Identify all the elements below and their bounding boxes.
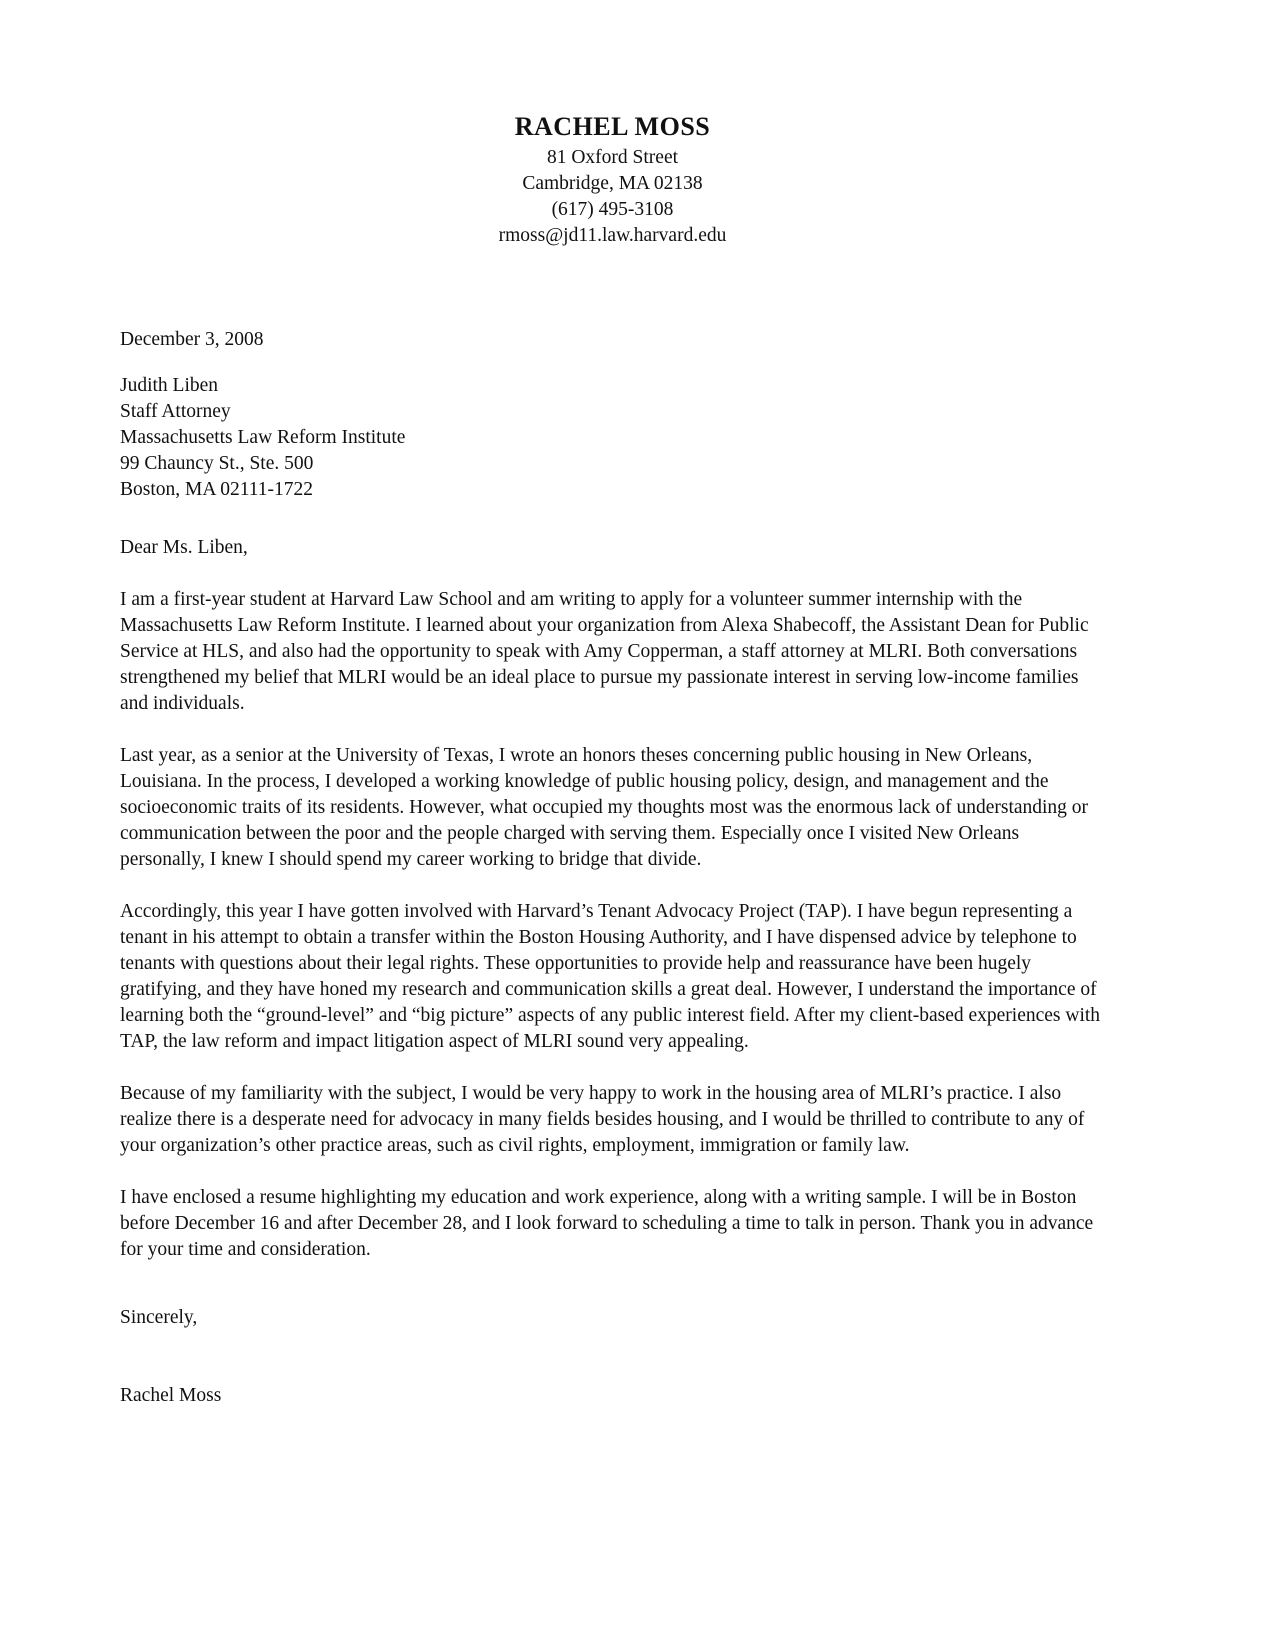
sender-email: rmoss@jd11.law.harvard.edu: [498, 225, 727, 246]
recipient-address-line-2: Boston, MA 02111-1722: [120, 479, 314, 500]
body-paragraph-1: I am a first-year student at Harvard Law School and am writing to apply for a volunteer summer internship with the Massachusetts Law Reform Institute. I learned about your organization from Alexa Shabecoff, the Assistant Dean for Public Service at HLS, and also had the opportunity to speak with Amy Copperman, a staff attorney at MLRI. Both conversations strengthened my belief that MLRI would be an ideal place to pursue my passionate interest in serving low-income families and individuals.: [120, 589, 1089, 714]
sender-phone: (617) 495-3108: [551, 199, 674, 220]
letter-date: December 3, 2008: [120, 329, 264, 350]
salutation: Dear Ms. Liben,: [120, 537, 248, 558]
sender-address-line-1: 81 Oxford Street: [546, 147, 679, 168]
body-paragraph-3: Accordingly, this year I have gotten involved with Harvard’s Tenant Advocacy Project (TAP). I have begun representing a tenant in his attempt to obtain a transfer within the Boston Housing Authority, and I have dispensed advice by telephone to tenants with questions about their legal rights. These opportunities to provide help and reassurance have been hugely gratifying, and they have honed my research and communication skills a great deal. However, I understand the importance of learning both the “ground-level” and “big picture” aspects of any public interest field. After my client-based experiences with TAP, the law reform and impact litigation aspect of MLRI sound very appealing.: [120, 901, 1101, 1052]
recipient-name: Judith Liben: [120, 375, 219, 396]
recipient-block: [120, 373, 1105, 503]
recipient-title: Staff Attorney: [120, 401, 231, 422]
letter-content: [120, 112, 1105, 1409]
recipient-organization: Massachusetts Law Reform Institute: [120, 427, 406, 448]
letterhead: [120, 112, 1105, 249]
sender-address-line-2: Cambridge, MA 02138: [522, 173, 703, 194]
sender-name: RACHEL MOSS: [514, 112, 711, 141]
signature-name: Rachel Moss: [120, 1385, 222, 1406]
recipient-address-line-1: 99 Chauncy St., Ste. 500: [120, 453, 314, 474]
body-paragraph-2: Last year, as a senior at the University of Texas, I wrote an honors theses concerning public housing in New Orleans, Louisiana. In the process, I developed a working knowledge of public housing policy, design, and management and the socioeconomic traits of its residents. However, what occupied my thoughts most was the enormous lack of understanding or communication between the poor and the people charged with serving them. Especially once I visited New Orleans personally, I knew I should spend my career working to bridge that divide.: [120, 745, 1089, 870]
body-paragraph-5: I have enclosed a resume highlighting my education and work experience, along with a writing sample. I will be in Boston before December 16 and after December 28, and I look forward to scheduling a time to talk in person. Thank you in advance for your time and consideration.: [120, 1187, 1094, 1260]
body-paragraph-4: Because of my familiarity with the subject, I would be very happy to work in the housing area of MLRI’s practice. I also realize there is a desperate need for advocacy in many fields besides housing, and I would be thrilled to contribute to any of your organization’s other practice areas, such as civil rights, employment, immigration or family law.: [120, 1083, 1085, 1156]
closing: Sincerely,: [120, 1307, 198, 1328]
